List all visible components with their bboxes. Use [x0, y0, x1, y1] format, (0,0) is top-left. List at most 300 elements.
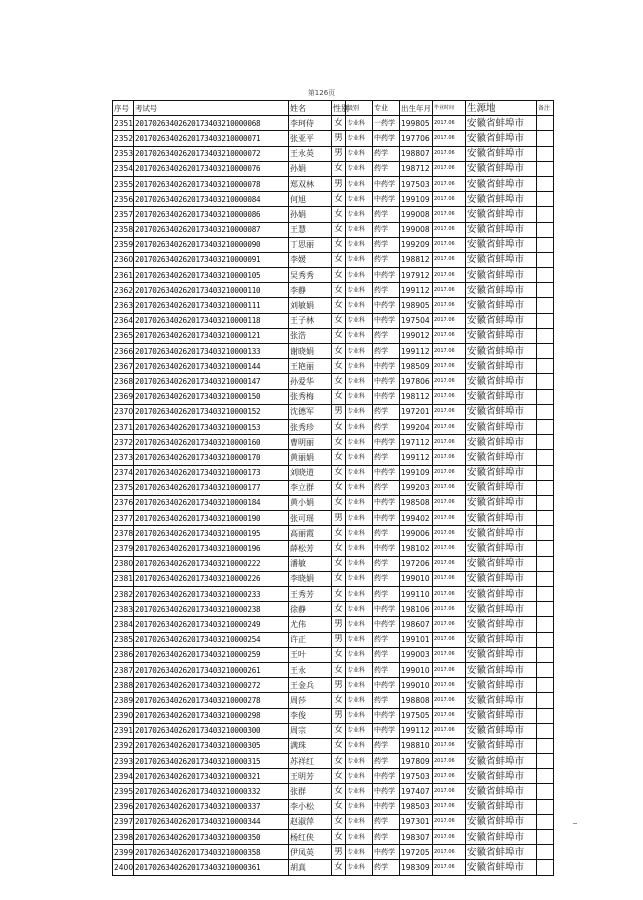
cell-level: 专业科 — [346, 419, 373, 434]
cell-level: 专业科 — [346, 252, 373, 267]
cell-note — [537, 389, 554, 404]
cell-level: 专业科 — [346, 344, 373, 359]
cell-id: 20170263402620173403210000091 — [134, 252, 289, 267]
cell-seq: 2358 — [113, 222, 134, 237]
table-row — [113, 693, 554, 708]
cell-name: 尤伟 — [289, 617, 332, 632]
cell-grad: 2017.06 — [433, 799, 466, 814]
cell-sex: 女 — [332, 738, 346, 753]
cell-name: 孙爱华 — [289, 374, 332, 389]
cell-id: 20170263402620173403210000110 — [134, 283, 289, 298]
cell-major: 中药学 — [373, 465, 400, 480]
cell-id: 20170263402620173403210000272 — [134, 678, 289, 693]
cell-sex: 女 — [332, 769, 346, 784]
header-birth: 出生年月 — [400, 101, 433, 116]
cell-note — [537, 526, 554, 541]
table-row — [113, 754, 554, 769]
cell-note — [537, 176, 554, 191]
cell-birth: 198807 — [400, 146, 433, 161]
cell-name: 张亚平 — [289, 131, 332, 146]
cell-seq: 2363 — [113, 298, 134, 313]
cell-note — [537, 738, 554, 753]
cell-birth: 199003 — [400, 647, 433, 662]
cell-note — [537, 374, 554, 389]
cell-level: 专业科 — [346, 359, 373, 374]
cell-note — [537, 571, 554, 586]
cell-level: 专业科 — [346, 480, 373, 495]
cell-sex: 女 — [332, 799, 346, 814]
cell-id: 20170263402620173403210000344 — [134, 814, 289, 829]
cell-note — [537, 830, 554, 845]
cell-birth: 198307 — [400, 830, 433, 845]
cell-major: 中药学 — [373, 495, 400, 510]
cell-grad: 2017.06 — [433, 571, 466, 586]
cell-birth: 198712 — [400, 161, 433, 176]
cell-level: 专业科 — [346, 495, 373, 510]
cell-level: 专业科 — [346, 526, 373, 541]
cell-id: 20170263402620173403210000305 — [134, 738, 289, 753]
cell-grad: 2017.06 — [433, 435, 466, 450]
cell-id: 20170263402620173403210000350 — [134, 830, 289, 845]
cell-origin: 安徽省蚌埠市 — [466, 526, 537, 541]
cell-grad: 2017.06 — [433, 526, 466, 541]
cell-level: 专业科 — [346, 374, 373, 389]
cell-birth: 197503 — [400, 769, 433, 784]
cell-grad: 2017.06 — [433, 708, 466, 723]
cell-seq: 2378 — [113, 526, 134, 541]
cell-major: 药学 — [373, 662, 400, 677]
cell-note — [537, 587, 554, 602]
cell-grad: 2017.06 — [433, 419, 466, 434]
table-row — [113, 708, 554, 723]
table-row — [113, 587, 554, 602]
cell-seq: 2366 — [113, 344, 134, 359]
cell-id: 20170263402620173403210000254 — [134, 632, 289, 647]
cell-major: 中药学 — [373, 268, 400, 283]
cell-birth: 198102 — [400, 541, 433, 556]
cell-origin: 安徽省蚌埠市 — [466, 708, 537, 723]
cell-origin: 安徽省蚌埠市 — [466, 814, 537, 829]
cell-sex: 女 — [332, 374, 346, 389]
cell-name: 刘敏娟 — [289, 298, 332, 313]
cell-note — [537, 146, 554, 161]
header-level: 级别 — [346, 101, 373, 116]
cell-major: 中药学 — [373, 617, 400, 632]
cell-name: 郑双林 — [289, 176, 332, 191]
cell-sex: 女 — [332, 237, 346, 252]
cell-name: 张群 — [289, 784, 332, 799]
cell-grad: 2017.06 — [433, 116, 466, 131]
cell-major: 药学 — [373, 830, 400, 845]
cell-level: 专业科 — [346, 541, 373, 556]
header-origin: 生源地 — [466, 101, 537, 116]
table-row — [113, 799, 554, 814]
cell-birth: 198112 — [400, 389, 433, 404]
cell-sex: 女 — [332, 814, 346, 829]
cell-grad: 2017.06 — [433, 192, 466, 207]
cell-name: 张浩 — [289, 328, 332, 343]
cell-grad: 2017.06 — [433, 511, 466, 526]
cell-major: 药学 — [373, 207, 400, 222]
cell-id: 20170263402620173403210000086 — [134, 207, 289, 222]
table-row — [113, 283, 554, 298]
cell-note — [537, 556, 554, 571]
cell-seq: 2388 — [113, 678, 134, 693]
cell-origin: 安徽省蚌埠市 — [466, 116, 537, 131]
page-number: 第126页 — [307, 89, 336, 97]
table-row — [113, 511, 554, 526]
cell-note — [537, 419, 554, 434]
cell-id: 20170263402620173403210000222 — [134, 556, 289, 571]
cell-id: 20170263402620173403210000249 — [134, 617, 289, 632]
cell-sex: 男 — [332, 708, 346, 723]
cell-seq: 2356 — [113, 192, 134, 207]
cell-level: 专业科 — [346, 723, 373, 738]
cell-seq: 2395 — [113, 784, 134, 799]
cell-level: 专业科 — [346, 647, 373, 662]
cell-note — [537, 328, 554, 343]
cell-id: 20170263402620173403210000196 — [134, 541, 289, 556]
cell-id: 20170263402620173403210000072 — [134, 146, 289, 161]
cell-id: 20170263402620173403210000298 — [134, 708, 289, 723]
cell-name: 伊凤英 — [289, 845, 332, 860]
cell-grad: 2017.06 — [433, 632, 466, 647]
cell-id: 20170263402620173403210000084 — [134, 192, 289, 207]
cell-grad: 2017.06 — [433, 374, 466, 389]
cell-name: 李媛 — [289, 252, 332, 267]
cell-origin: 安徽省蚌埠市 — [466, 647, 537, 662]
table-row — [113, 647, 554, 662]
cell-id: 20170263402620173403210000332 — [134, 784, 289, 799]
table-row — [113, 328, 554, 343]
cell-origin: 安徽省蚌埠市 — [466, 222, 537, 237]
cell-birth: 197806 — [400, 374, 433, 389]
cell-seq: 2372 — [113, 435, 134, 450]
cell-seq: 2386 — [113, 647, 134, 662]
cell-sex: 女 — [332, 556, 346, 571]
cell-grad: 2017.06 — [433, 328, 466, 343]
cell-seq: 2385 — [113, 632, 134, 647]
cell-origin: 安徽省蚌埠市 — [466, 769, 537, 784]
cell-level: 专业科 — [346, 845, 373, 860]
cell-seq: 2376 — [113, 495, 134, 510]
cell-origin: 安徽省蚌埠市 — [466, 404, 537, 419]
header-major: 专业 — [373, 101, 400, 116]
cell-name: 薛松芳 — [289, 541, 332, 556]
cell-seq: 2370 — [113, 404, 134, 419]
cell-name: 张秀珍 — [289, 419, 332, 434]
cell-level: 专业科 — [346, 328, 373, 343]
cell-name: 周宗 — [289, 723, 332, 738]
table-row — [113, 435, 554, 450]
cell-name: 黄丽娟 — [289, 450, 332, 465]
cell-grad: 2017.06 — [433, 404, 466, 419]
cell-id: 20170263402620173403210000173 — [134, 465, 289, 480]
cell-name: 苏祥红 — [289, 754, 332, 769]
cell-sex: 女 — [332, 192, 346, 207]
cell-sex: 女 — [332, 298, 346, 313]
cell-birth: 198503 — [400, 799, 433, 814]
cell-grad: 2017.06 — [433, 723, 466, 738]
cell-grad: 2017.06 — [433, 541, 466, 556]
cell-grad: 2017.06 — [433, 161, 466, 176]
cell-level: 专业科 — [346, 754, 373, 769]
cell-sex: 女 — [332, 161, 346, 176]
cell-origin: 安徽省蚌埠市 — [466, 131, 537, 146]
cell-seq: 2397 — [113, 814, 134, 829]
cell-birth: 199112 — [400, 723, 433, 738]
cell-birth: 199006 — [400, 526, 433, 541]
cell-sex: 女 — [332, 344, 346, 359]
cell-major: 中药学 — [373, 176, 400, 191]
table-row — [113, 222, 554, 237]
table-row — [113, 146, 554, 161]
cell-seq: 2371 — [113, 419, 134, 434]
cell-note — [537, 708, 554, 723]
cell-level: 专业科 — [346, 450, 373, 465]
cell-level: 专业科 — [346, 814, 373, 829]
cell-grad: 2017.06 — [433, 769, 466, 784]
cell-sex: 女 — [332, 693, 346, 708]
cell-major: 中药学 — [373, 784, 400, 799]
cell-grad: 2017.06 — [433, 556, 466, 571]
cell-major: 中药学 — [373, 313, 400, 328]
cell-birth: 197505 — [400, 708, 433, 723]
cell-note — [537, 465, 554, 480]
cell-birth: 199203 — [400, 480, 433, 495]
cell-id: 20170263402620173403210000105 — [134, 268, 289, 283]
cell-note — [537, 754, 554, 769]
cell-note — [537, 723, 554, 738]
table-row — [113, 450, 554, 465]
cell-seq: 2364 — [113, 313, 134, 328]
cell-major: 中药学 — [373, 131, 400, 146]
table-row — [113, 860, 554, 875]
cell-birth: 198812 — [400, 252, 433, 267]
cell-origin: 安徽省蚌埠市 — [466, 754, 537, 769]
cell-level: 专业科 — [346, 830, 373, 845]
cell-seq: 2353 — [113, 146, 134, 161]
cell-name: 王艳丽 — [289, 359, 332, 374]
cell-origin: 安徽省蚌埠市 — [466, 587, 537, 602]
cell-level: 专业科 — [346, 632, 373, 647]
cell-id: 20170263402620173403210000190 — [134, 511, 289, 526]
cell-id: 20170263402620173403210000337 — [134, 799, 289, 814]
cell-major: 药学 — [373, 480, 400, 495]
cell-note — [537, 662, 554, 677]
table-header-row — [113, 101, 554, 116]
cell-level: 专业科 — [346, 602, 373, 617]
cell-sex: 女 — [332, 723, 346, 738]
cell-seq: 2392 — [113, 738, 134, 753]
table-row — [113, 495, 554, 510]
cell-level: 专业科 — [346, 298, 373, 313]
header-name: 姓名 — [289, 101, 332, 116]
cell-seq: 2374 — [113, 465, 134, 480]
cell-name: 丁思丽 — [289, 237, 332, 252]
cell-major: 药学 — [373, 738, 400, 753]
cell-major: 中药学 — [373, 374, 400, 389]
cell-id: 20170263402620173403210000259 — [134, 647, 289, 662]
cell-note — [537, 192, 554, 207]
cell-id: 20170263402620173403210000133 — [134, 344, 289, 359]
cell-level: 专业科 — [346, 571, 373, 586]
cell-sex: 女 — [332, 465, 346, 480]
cell-level: 专业科 — [346, 708, 373, 723]
cell-major: 中药学 — [373, 541, 400, 556]
cell-level: 专业科 — [346, 678, 373, 693]
cell-name: 满珠 — [289, 738, 332, 753]
cell-name: 王永英 — [289, 146, 332, 161]
cell-level: 专业科 — [346, 313, 373, 328]
cell-major: 药学 — [373, 419, 400, 434]
cell-note — [537, 480, 554, 495]
table-row — [113, 617, 554, 632]
cell-origin: 安徽省蚌埠市 — [466, 313, 537, 328]
table-row — [113, 192, 554, 207]
cell-level: 专业科 — [346, 176, 373, 191]
cell-level: 专业科 — [346, 222, 373, 237]
cell-level: 专业科 — [346, 192, 373, 207]
table-row — [113, 359, 554, 374]
cell-grad: 2017.06 — [433, 283, 466, 298]
table-row — [113, 419, 554, 434]
cell-origin: 安徽省蚌埠市 — [466, 830, 537, 845]
table-row — [113, 176, 554, 191]
table-row — [113, 465, 554, 480]
cell-birth: 198905 — [400, 298, 433, 313]
cell-name: 谢晓娟 — [289, 344, 332, 359]
cell-origin: 安徽省蚌埠市 — [466, 465, 537, 480]
table-row — [113, 313, 554, 328]
cell-origin: 安徽省蚌埠市 — [466, 374, 537, 389]
cell-birth: 199112 — [400, 450, 433, 465]
cell-seq: 2398 — [113, 830, 134, 845]
cell-major: 一药学 — [373, 116, 400, 131]
cell-seq: 2384 — [113, 617, 134, 632]
table-row — [113, 830, 554, 845]
cell-level: 专业科 — [346, 207, 373, 222]
cell-level: 专业科 — [346, 131, 373, 146]
cell-grad: 2017.06 — [433, 298, 466, 313]
cell-note — [537, 207, 554, 222]
cell-origin: 安徽省蚌埠市 — [466, 571, 537, 586]
cell-name: 孙娟 — [289, 161, 332, 176]
cell-seq: 2361 — [113, 268, 134, 283]
cell-sex: 女 — [332, 359, 346, 374]
cell-major: 药学 — [373, 754, 400, 769]
cell-major: 药学 — [373, 237, 400, 252]
cell-birth: 197706 — [400, 131, 433, 146]
cell-grad: 2017.06 — [433, 860, 466, 875]
cell-id: 20170263402620173403210000226 — [134, 571, 289, 586]
cell-grad: 2017.06 — [433, 222, 466, 237]
cell-major: 中药学 — [373, 602, 400, 617]
cell-sex: 男 — [332, 845, 346, 860]
cell-seq: 2367 — [113, 359, 134, 374]
cell-name: 吴秀秀 — [289, 268, 332, 283]
cell-seq: 2365 — [113, 328, 134, 343]
cell-major: 中药学 — [373, 389, 400, 404]
cell-major: 药学 — [373, 404, 400, 419]
cell-birth: 198808 — [400, 693, 433, 708]
cell-major: 药学 — [373, 450, 400, 465]
cell-sex: 男 — [332, 131, 346, 146]
cell-major: 中药学 — [373, 723, 400, 738]
cell-sex: 男 — [332, 678, 346, 693]
cell-major: 中药学 — [373, 435, 400, 450]
cell-sex: 女 — [332, 328, 346, 343]
cell-seq: 2379 — [113, 541, 134, 556]
cell-origin: 安徽省蚌埠市 — [466, 602, 537, 617]
cell-birth: 198509 — [400, 359, 433, 374]
cell-major: 中药学 — [373, 769, 400, 784]
cell-note — [537, 313, 554, 328]
cell-note — [537, 845, 554, 860]
cell-major: 中药学 — [373, 192, 400, 207]
cell-name: 王明芳 — [289, 769, 332, 784]
cell-birth: 198106 — [400, 602, 433, 617]
cell-grad: 2017.06 — [433, 146, 466, 161]
cell-id: 20170263402620173403210000087 — [134, 222, 289, 237]
cell-grad: 2017.06 — [433, 450, 466, 465]
cell-sex: 女 — [332, 830, 346, 845]
cell-seq: 2375 — [113, 480, 134, 495]
cell-name: 李晓娟 — [289, 571, 332, 586]
cell-id: 20170263402620173403210000111 — [134, 298, 289, 313]
cell-level: 专业科 — [346, 617, 373, 632]
cell-grad: 2017.06 — [433, 465, 466, 480]
cell-id: 20170263402620173403210000121 — [134, 328, 289, 343]
cell-sex: 女 — [332, 860, 346, 875]
cell-birth: 199010 — [400, 571, 433, 586]
table-row — [113, 814, 554, 829]
cell-seq: 2380 — [113, 556, 134, 571]
cell-major: 药学 — [373, 632, 400, 647]
cell-level: 专业科 — [346, 146, 373, 161]
cell-birth: 199101 — [400, 632, 433, 647]
cell-origin: 安徽省蚌埠市 — [466, 237, 537, 252]
cell-origin: 安徽省蚌埠市 — [466, 359, 537, 374]
cell-origin: 安徽省蚌埠市 — [466, 298, 537, 313]
cell-id: 20170263402620173403210000358 — [134, 845, 289, 860]
cell-id: 20170263402620173403210000118 — [134, 313, 289, 328]
cell-birth: 198607 — [400, 617, 433, 632]
cell-note — [537, 602, 554, 617]
cell-sex: 女 — [332, 116, 346, 131]
table-row — [113, 723, 554, 738]
cell-grad: 2017.06 — [433, 754, 466, 769]
cell-seq: 2396 — [113, 799, 134, 814]
cell-level: 专业科 — [346, 769, 373, 784]
cell-major: 药学 — [373, 344, 400, 359]
cell-sex: 女 — [332, 389, 346, 404]
cell-seq: 2369 — [113, 389, 134, 404]
cell-sex: 女 — [332, 435, 346, 450]
table-row — [113, 571, 554, 586]
cell-seq: 2393 — [113, 754, 134, 769]
cell-birth: 198508 — [400, 495, 433, 510]
cell-id: 20170263402620173403210000321 — [134, 769, 289, 784]
cell-major: 药学 — [373, 587, 400, 602]
cell-sex: 女 — [332, 662, 346, 677]
cell-note — [537, 860, 554, 875]
cell-note — [537, 784, 554, 799]
table-row — [113, 237, 554, 252]
cell-major: 药学 — [373, 161, 400, 176]
header-note: 备注 — [537, 101, 554, 116]
cell-grad: 2017.06 — [433, 845, 466, 860]
